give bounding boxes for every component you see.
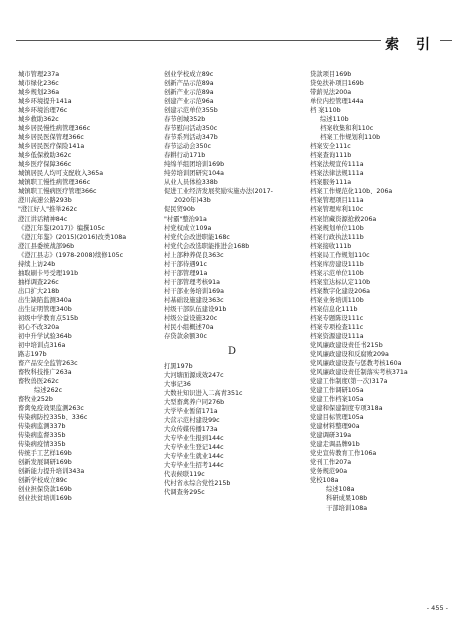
- index-column-3: [310, 70, 446, 590]
- index-column-2: [164, 70, 300, 590]
- index-entry: 创新产品示范89a: [164, 80, 214, 88]
- index-entry: 城乡居民慢性病管理366c: [18, 125, 91, 133]
- index-entry: 创新学校成立89c: [18, 477, 68, 485]
- index-entry: 畜牧业252b: [18, 396, 53, 404]
- index-entry: 单位内控管理144a: [310, 98, 364, 106]
- index-entry: 档案局工作规划110c: [310, 251, 370, 259]
- index-entry: 党风廉政建设查与惩教考核160a: [310, 360, 402, 367]
- index-entry: 畜牧科技推广263a: [18, 369, 72, 377]
- index-entry: 贷免扶补项目169b: [310, 80, 364, 88]
- index-entry: 大型畜禽养户同276b: [164, 399, 225, 407]
- index-entry: 春耕行动171b: [164, 152, 206, 160]
- index-entry: 村干部管理考核91a: [164, 278, 220, 286]
- index-entry: 创业扶贫培训169b: [18, 495, 72, 503]
- index-entry: 澄江县委统战部96b: [18, 242, 75, 250]
- index-entry: 抽样调查226c: [18, 278, 59, 286]
- index-entry: 党建材料整理90a: [310, 423, 360, 431]
- index-entry: 代表候联119c: [164, 471, 205, 479]
- index-entry: 档案接收111b: [310, 242, 352, 250]
- index-entry: 城镇居民人均可支配收入365a: [18, 170, 104, 178]
- index-entry: 档案馆藏资源抢救206a: [310, 215, 377, 223]
- index-entry: 城乡救助362c: [18, 116, 59, 124]
- index-entry: 大河塘面源成效247c: [164, 371, 224, 379]
- index-entry: 城乡规划236a: [18, 89, 60, 97]
- index-subentry: 2020年)43b: [174, 197, 211, 205]
- index-subentry: 档案工作规划利110b: [320, 134, 381, 142]
- index-entry: 档案安全111c: [310, 143, 351, 151]
- index-entry: 澄江讲话精神84c: [18, 215, 68, 223]
- index-entry: 传染病防控335b、336c: [18, 414, 88, 422]
- index-subentry: 综述108a: [326, 486, 355, 494]
- index-entry: 档案管理库利110c: [310, 206, 364, 214]
- index-entry: 春节运动会350c: [164, 143, 211, 151]
- index-entry: 纯劳培训团研究104a: [164, 170, 224, 178]
- index-entry: 传统手工艺样169b: [18, 450, 72, 458]
- index-entry: 城乡居民医疗保险141a: [18, 143, 85, 151]
- index-entry: 从业人员体检338b: [164, 179, 218, 187]
- index-entry: 档案工作规范化110b、206a: [310, 188, 393, 196]
- index-entry: 大专毕业生报到144c: [164, 435, 224, 443]
- index-entry: 传染病监督335b: [18, 432, 66, 440]
- index-entry: 促民贸90b: [164, 206, 195, 214]
- index-entry: 城市管理237a: [18, 71, 60, 78]
- index-entry: 《澄江年鉴》(2015)(2016)改类108a: [18, 233, 127, 241]
- index-entry: 初心不改320a: [18, 323, 60, 331]
- index-entry: 大学毕业暂留171a: [164, 408, 218, 416]
- index-entry: 春节慰问活动350c: [164, 125, 218, 133]
- index-entry: 村基础设施建设363c: [164, 296, 224, 304]
- page-number: - 455 -: [426, 604, 448, 612]
- index-entry: 《澄江县志》(1978-2008)续修105c: [18, 251, 124, 259]
- index-entry: 城乡居民医保管理366c: [18, 134, 84, 142]
- index-entry: 城乡环境治理76c: [18, 107, 68, 115]
- index-entry: 档案专题陈设111c: [310, 314, 364, 322]
- index-entry: 村上部种养促良363c: [164, 251, 224, 259]
- index-entry: 档案室达标认定110b: [310, 278, 371, 286]
- index-entry: 贷款项目169b: [310, 71, 352, 78]
- index-entry: 党建工作制度(第一次)317a: [310, 378, 388, 386]
- index-entry: 档案服务111a: [310, 179, 352, 187]
- index-entry: 城乡环境提升141a: [18, 98, 72, 106]
- index-entry: 党建调研319a: [310, 432, 352, 440]
- index-entry: 档案数字化建设206a: [310, 287, 370, 295]
- index-entry: "村霸"整治91a: [164, 215, 207, 223]
- index-entry: 村党权成立109a: [164, 224, 212, 232]
- index-entry: 创建产业示范96a: [164, 98, 214, 106]
- index-subentry: 科研成果108b: [326, 495, 368, 503]
- index-entry: 路志197b: [18, 350, 47, 358]
- index-entry: 村民小组概述70a: [164, 323, 214, 331]
- index-column-1: [18, 70, 154, 590]
- index-entry: 创新能力提升培训343a: [18, 468, 85, 476]
- index-entry: 党刊工作207a: [310, 459, 352, 467]
- index-entry: 党风廉政建设责任制落实考核371a: [310, 369, 408, 377]
- index-entry: 澄川高速公路293b: [18, 197, 72, 205]
- index-entry: 创新发展调研169b: [18, 459, 72, 467]
- index-entry: 村级干部队伍建设91b: [164, 305, 227, 313]
- index-entry: 村级公益设施320c: [164, 314, 218, 322]
- index-entry: 传染病监测337b: [18, 423, 66, 431]
- index-entry: 村党代会改选职能推进会168b: [164, 242, 250, 250]
- index-entry: 畜牧兽医262c: [18, 378, 59, 386]
- index-entry: 档案示范单位110b: [310, 269, 364, 277]
- index-entry: 党风廉政建设和反腐败209a: [310, 350, 389, 358]
- index-entry: 存贷款余额30c: [164, 332, 207, 340]
- index-entry: 大专毕业生就业144c: [164, 453, 224, 461]
- index-entry: 春节创城352b: [164, 116, 206, 124]
- index-entry: 档案查询111b: [310, 152, 352, 160]
- index-entry: 大数社知识进入二高青351c: [164, 390, 243, 398]
- index-entry: 带薪见法200a: [310, 89, 352, 97]
- index-entry: 抽取刷卡号受理191b: [18, 269, 79, 277]
- index-entry: 代村省永综合党性215b: [164, 480, 231, 488]
- index-entry: 传染病疫情335b: [18, 441, 66, 449]
- index-entry: 党史宣传教育工作106a: [310, 450, 377, 458]
- index-entry: 村党代会改进职能168c: [164, 233, 230, 241]
- index-entry: 代调查务295c: [164, 489, 205, 497]
- section-letter: D: [227, 345, 237, 357]
- index-entry: 村干部待遇91c: [164, 260, 207, 268]
- index-entry: 党风廉政建设责任书215b: [310, 341, 383, 349]
- index-subentry: 综述262c: [34, 387, 63, 395]
- index-entry: 村干部管理91a: [164, 269, 208, 277]
- index-entry: 大营示范村建设99c: [164, 417, 220, 425]
- index-entry: 党校108a: [310, 477, 339, 485]
- index-entry: 春节系列活动347b: [164, 134, 218, 142]
- index-entry: 大众传媒传播173a: [164, 426, 218, 434]
- index-entry: 城市绿化236c: [18, 80, 59, 88]
- index-entry: 《澄江年鉴(2017)》编撰105c: [18, 224, 105, 232]
- index-entry: 党务规范90a: [310, 468, 348, 476]
- index-entry: 出生证明管理340b: [18, 305, 72, 313]
- index-entry: 村干部业务培训169a: [164, 287, 224, 295]
- index-entry: 大事记36: [164, 381, 191, 388]
- section-title: 索 引: [381, 34, 440, 54]
- index-entry: 档案库房建设111b: [310, 260, 364, 268]
- index-entry: 打黑197b: [164, 362, 193, 370]
- index-entry: 创新产业示范89a: [164, 89, 214, 97]
- index-entry: 创建示范单位355b: [164, 107, 218, 115]
- index-entry: 档案专项检查111c: [310, 323, 364, 331]
- index-entry: 畜禽免疫效果监测263c: [18, 405, 84, 413]
- index-entry: 初级中学教育点515b: [18, 314, 79, 322]
- index-entry: 档案法规宣传111a: [310, 161, 364, 169]
- index-entry: 档案资源建设111a: [310, 332, 364, 340]
- index-subentry: 综述110b: [320, 116, 349, 124]
- index-entry: 城镇职工慢病医疗管理366c: [18, 188, 97, 196]
- index-entry: 党建工作档案105a: [310, 396, 364, 404]
- index-entry: 档案法律法规111a: [310, 170, 364, 178]
- index-subentry: 档案收集和利110c: [320, 125, 374, 133]
- index-entry: 党建工作调研105a: [310, 387, 364, 395]
- index-entry: 大专毕业生招考144c: [164, 462, 224, 470]
- index-entry: 初中升学试验364b: [18, 332, 72, 340]
- index-entry: 档案管理项目111a: [310, 197, 364, 205]
- index-entry: 大专毕业生登记144c: [164, 444, 224, 452]
- index-entry: 持续上访24b: [18, 260, 56, 268]
- index-entry: 创业担保贷款169b: [18, 486, 72, 494]
- index-entry: 城镇职工慢性病管理366c: [18, 179, 91, 187]
- index-entry: 党建和保建制度专项318a: [310, 405, 383, 413]
- index-entry: 促进工业经济发展奖励实施办法(2017-: [164, 188, 273, 196]
- index-entry: 党建走调品牌91b: [310, 441, 360, 449]
- index-entry: 初中培训点316a: [18, 341, 66, 349]
- index-entry: 出生缺陷监测340a: [18, 296, 72, 304]
- index-entry: 城乡低保救助362c: [18, 152, 72, 160]
- running-header: [0, 14, 468, 53]
- index-subentry: 干部培训108a: [326, 504, 368, 512]
- index-entry: 畜产品安全监管263c: [18, 360, 78, 367]
- index-entry: "澄江好人"推举262c: [18, 206, 78, 214]
- index-entry: 档 案110b: [310, 107, 341, 115]
- index-entry: 纯绵羊组团培训169b: [164, 161, 225, 169]
- index-entry: 档案信息化111b: [310, 305, 358, 313]
- index-entry: 档案行政执法111b: [310, 233, 364, 241]
- index-entry: 档案业务培训110b: [310, 296, 364, 304]
- index-entry: 创业学校成立89c: [164, 71, 214, 78]
- index-entry: 党建目标管理105a: [310, 414, 364, 422]
- index-entry: 出口扩大218b: [18, 287, 60, 295]
- index-entry: 城乡医疗保障366c: [18, 161, 72, 169]
- index-entry: 档案规划单位110b: [310, 224, 364, 232]
- index-columns: [18, 70, 450, 590]
